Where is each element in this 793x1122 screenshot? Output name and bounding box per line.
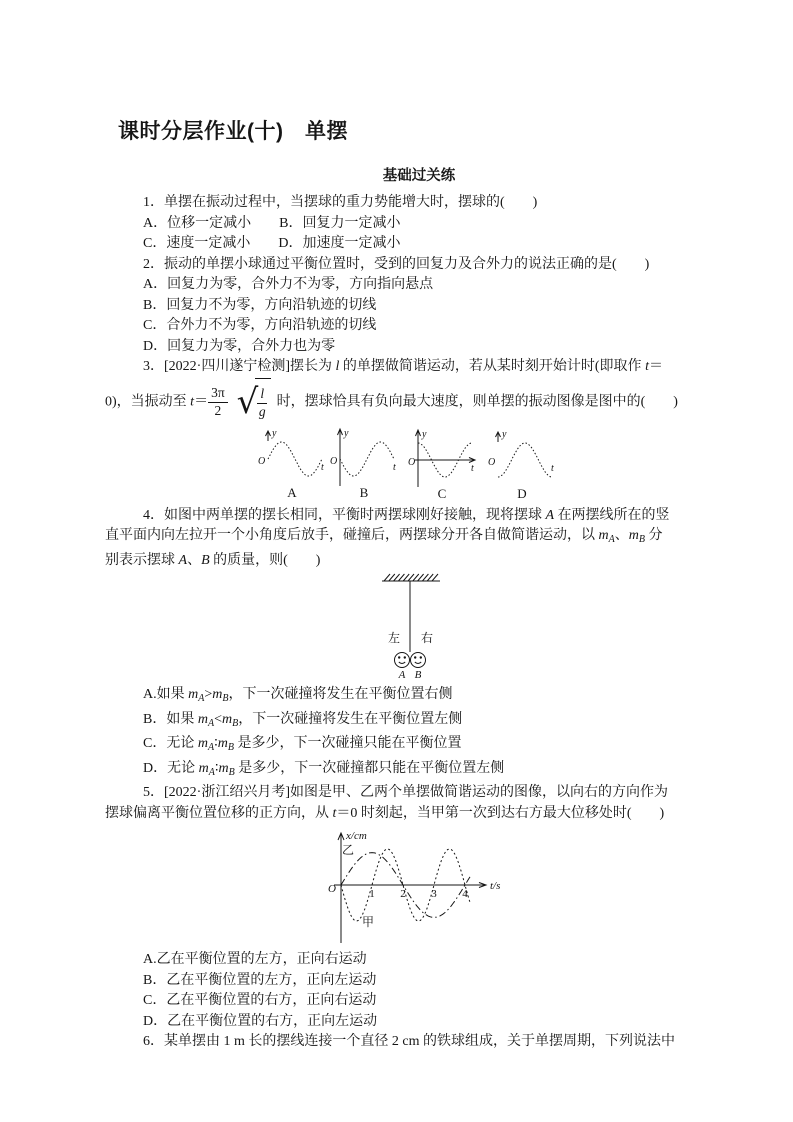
q4-option-d [105, 759, 705, 784]
mini-graph-B [330, 428, 396, 500]
page-content [105, 119, 705, 1053]
text-segment: C．无论 [143, 736, 198, 751]
radical-sign: √ [236, 382, 259, 422]
q3-option-graphs [255, 426, 585, 504]
svg-text:B: B [414, 669, 422, 681]
svg-text:O: O [258, 455, 266, 467]
q3-equals: ＝ [194, 394, 209, 410]
text-segment: A [208, 766, 215, 778]
svg-text:左: 左 [387, 631, 401, 645]
q4-pendulum-figure [370, 572, 465, 684]
svg-text:B: B [359, 484, 369, 500]
q2-option-c: C．合外力不为零，方向沿轨迹的切线 [143, 318, 377, 333]
text-segment: 直平面内向左拉开一个小角度后放手，碰撞后，两摆球分开各自做简谐运动，以 [105, 528, 599, 543]
text-segment: 的质量，则( ) [209, 552, 321, 568]
svg-text:t: t [393, 461, 396, 473]
text-segment: ∶ [214, 736, 218, 751]
svg-text:3: 3 [431, 888, 437, 900]
svg-text:O: O [330, 455, 338, 467]
text-segment: 5．[2022·浙江绍兴月考]如图是甲、乙两个单摆做简谐运动的图像，以向右的方向作为 [143, 785, 668, 800]
text-segment: ＝0 时刻起，当甲第一次到达右方最大位移处时( ) [336, 805, 665, 821]
text-segment: m [188, 687, 199, 702]
svg-text:O: O [328, 883, 336, 895]
q6-stem: 6．某单摆由 1 m 长的摆线连接一个直径 2 cm 的铁球组成，关于单摆周期，下列说法中 [143, 1034, 675, 1049]
svg-text:A: A [287, 484, 297, 500]
text-segment: 是多少，下一次碰撞都只能在平衡位置左侧 [234, 760, 505, 776]
q4-option-b [105, 710, 705, 735]
q3-var-t: t [190, 394, 195, 410]
text-segment: D．无论 [143, 760, 199, 776]
text-segment: 在两摆线所在的竖 [554, 507, 670, 523]
q3-stem-line2 [105, 378, 705, 424]
svg-text:y: y [344, 427, 349, 439]
svg-text:O: O [488, 456, 496, 468]
text-segment: 3．[2022·四川遂宁检测]摆长为 [143, 359, 336, 374]
text-segment: A.如果 [143, 687, 189, 702]
text-segment: A [207, 717, 215, 729]
svg-text:C: C [437, 485, 447, 501]
q2-stem: 2．振动的单摆小球通过平衡位置时，受到的回复力及合外力的说法正确的是( ) [143, 256, 650, 272]
q5-option-c: C．乙在平衡位置的右方，正向右运动 [143, 993, 377, 1008]
svg-text:t/s: t/s [490, 880, 501, 892]
svg-text:t: t [321, 461, 324, 473]
q1-stem: 1．单摆在振动过程中，当摆球的重力势能增大时，摆球的( ) [143, 195, 538, 210]
text-segment: m [628, 528, 639, 543]
svg-text:y: y [422, 428, 427, 440]
q2-option-d: D．回复力为零，合外力也为零 [143, 338, 336, 354]
mini-graph-A [258, 428, 324, 500]
q4-stem-line1 [105, 506, 705, 527]
mini-curve-B [340, 442, 394, 476]
q4-stem-line2 [105, 526, 705, 551]
mini-curve-A [268, 442, 322, 476]
text-segment: > [204, 687, 213, 702]
pendulum-ball-B [411, 653, 426, 668]
section-heading: 基础过关练 [382, 168, 456, 184]
q4-stem-line3 [105, 551, 705, 572]
q5-stem-line2 [105, 804, 705, 825]
q5-stem-line1 [105, 783, 705, 804]
svg-text:x/cm: x/cm [346, 830, 367, 842]
text-segment: ，下一次碰撞将发生在平衡位置右侧 [228, 687, 453, 702]
q4-option-c [105, 734, 705, 759]
text-segment: m [197, 711, 208, 727]
text-segment: 4．如图中两单摆的摆长相同，平衡时两摆球刚好接触，现将摆球 [143, 507, 546, 523]
svg-text:甲: 甲 [361, 915, 375, 929]
text-segment: 分 [644, 528, 663, 543]
text-segment: 的单摆做简谐运动，若从某时刻开始计时(即取作 [339, 359, 646, 374]
q3-stem-line1 [105, 357, 705, 378]
svg-text:1: 1 [369, 888, 375, 900]
q1-options-cd: C．速度一定减小 D．加速度一定减小 [143, 236, 401, 251]
svg-text:t: t [471, 462, 474, 474]
text-segment: 是多少，下一次碰撞只能在平衡位置 [233, 736, 462, 751]
q5-option-d: D．乙在平衡位置的右方，正向左运动 [143, 1013, 378, 1029]
q5-option-b: B．乙在平衡位置的左方，正向左运动 [143, 972, 377, 988]
svg-text:D: D [517, 485, 527, 501]
q4-option-a [105, 685, 705, 710]
q3-square-root: √ $\frac{l}{g}$ [237, 378, 271, 427]
text-segment: B [638, 534, 645, 545]
text-segment: A [207, 742, 215, 753]
q3-formula-suffix: 时，摆球恰具有负向最大速度，则单摆的振动图像是图中的( ) [273, 394, 678, 410]
text-segment: ∶ [214, 760, 219, 776]
text-segment: m [212, 687, 223, 702]
svg-text:A: A [398, 669, 406, 681]
text-segment: B [201, 552, 210, 568]
text-segment: A [545, 507, 555, 523]
q3-fraction: $\frac{3\pi}{2}$ [208, 386, 228, 419]
text-segment: < [214, 711, 222, 727]
q1-options-ab: A．位移一定减小 B．回复力一定减小 [143, 215, 401, 231]
text-segment: t [645, 359, 649, 374]
q2-option-a: A．回复力为零，合外力不为零，方向指向悬点 [143, 277, 434, 292]
text-segment: A [608, 534, 615, 545]
q3-formula-prefix: 0)，当振动至 [105, 394, 191, 410]
text-segment: 、 [187, 552, 202, 568]
text-segment: 别表示摆球 [105, 552, 179, 568]
text-segment: A [198, 693, 205, 704]
text-segment: 、 [614, 528, 629, 543]
text-segment: B [228, 766, 235, 778]
text-segment: B．如果 [143, 711, 198, 727]
text-segment: t [332, 805, 337, 821]
text-segment: m [598, 528, 609, 543]
q5-option-a: A.乙在平衡位置的左方，正向右运动 [143, 952, 367, 967]
mini-graph-D [488, 429, 554, 501]
text-segment: ，下一次碰撞将发生在平衡位置左侧 [238, 711, 463, 727]
pendulum-ball-A [395, 653, 410, 668]
text-segment: ＝ [648, 359, 663, 374]
text-segment: B [227, 742, 234, 753]
text-segment: m [198, 760, 209, 776]
svg-text:2: 2 [400, 888, 406, 900]
text-segment: B [222, 693, 229, 704]
text-segment: l [335, 359, 340, 374]
text-segment: m [221, 711, 233, 727]
text-segment: 摆球偏离平衡位置位移的正方向，从 [105, 805, 333, 821]
svg-text:t: t [551, 462, 554, 474]
svg-text:y: y [502, 428, 507, 440]
mini-graph-C [408, 429, 475, 501]
text-segment: B [232, 717, 239, 729]
svg-text:O: O [408, 456, 416, 468]
svg-text:y: y [272, 427, 277, 439]
text-segment: m [218, 760, 229, 776]
text-segment: m [217, 736, 228, 751]
page-title: 课时分层作业(十) 单摆 [118, 120, 348, 143]
mini-curve-D [498, 443, 552, 477]
q2-option-b: B．回复力不为零，方向沿轨迹的切线 [143, 297, 377, 313]
svg-text:乙: 乙 [341, 843, 355, 857]
svg-text:4: 4 [462, 888, 468, 900]
svg-text:右: 右 [420, 631, 434, 645]
q5-displacement-time-graph [310, 826, 525, 946]
text-segment: m [197, 736, 208, 751]
text-segment: A [178, 552, 188, 568]
